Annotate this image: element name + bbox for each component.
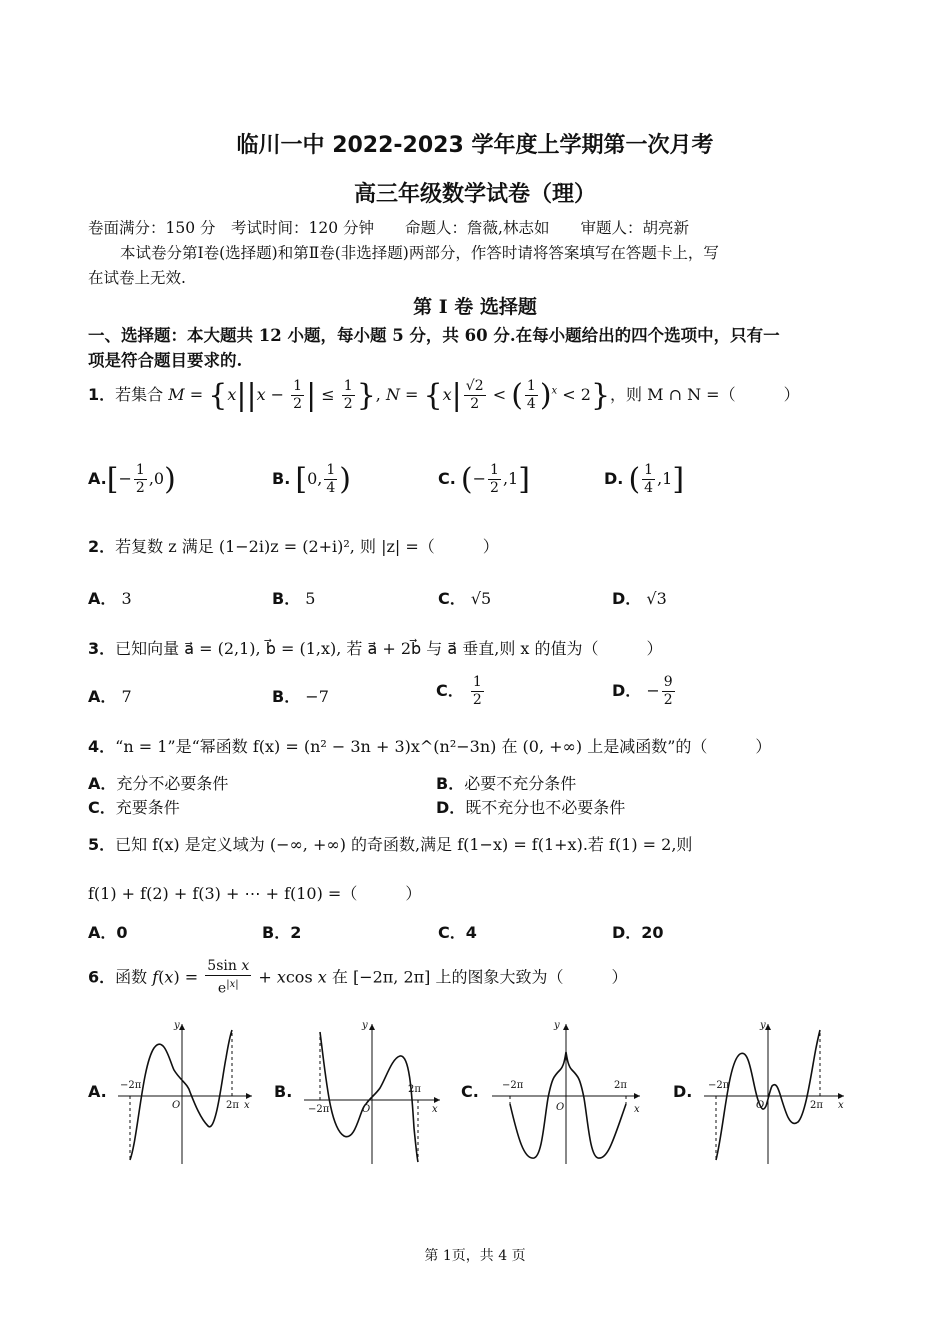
question-1-number: 1．: [88, 385, 116, 404]
q4-option-a: A．充分不必要条件: [88, 774, 229, 793]
question-3: 3．已知向量 a⃗ = (2,1), b⃗ = (1,x), 若 a⃗ + 2b⃗ 与 a⃗ 垂直,则 x 的值为（ ）: [88, 639, 663, 658]
graph-c-x: x: [634, 1104, 640, 1115]
q3-option-b: B． −7: [272, 687, 329, 706]
graph-a-neg: −2π: [120, 1080, 142, 1091]
q6-graph-c: [488, 1018, 650, 1168]
q5-option-b: B．2: [262, 923, 302, 942]
q6-option-d-label: D.: [673, 1082, 693, 1101]
q2-option-a: A． 3: [88, 589, 132, 608]
graph-c-y: y: [554, 1020, 560, 1031]
question-5: 5．已知 f(x) 是定义域为 (−∞, +∞) 的奇函数,满足 f(1−x) = f(1+x).若 f(1) = 2,则: [88, 835, 693, 854]
q1-option-d: D. ( $\frac{1}{4}$ ,1]: [604, 462, 685, 497]
q1-option-b: B. [0, $\frac{1}{4}$ ): [272, 462, 351, 497]
q6-graph-a: [114, 1018, 264, 1168]
graph-b-neg: −2π: [308, 1104, 330, 1115]
graph-a-x: x: [244, 1100, 250, 1111]
graph-d-x: x: [838, 1100, 844, 1111]
graph-c-neg: −2π: [502, 1080, 524, 1091]
question-2: 2．若复数 z 满足 (1−2i)z = (2+i)², 则 |z| =（ ）: [88, 537, 499, 556]
q6-graph-d: [700, 1018, 850, 1168]
question-4: 4．“n = 1”是“幂函数 f(x) = (n² − 3n + 3)x^(n²−3n) 在 (0, +∞) 上是减函数”的（ ）: [88, 737, 772, 756]
exam-meta: 卷面满分：150 分 考试时间：120 分钟 命题人：詹薇,林志如 审题人：胡亮新: [88, 219, 689, 237]
graph-d-pos: 2π: [810, 1100, 823, 1111]
q5-option-d: D．20: [612, 923, 664, 942]
section-instruction-1: 一、选择题：本大题共 12 小题，每小题 5 分，共 60 分.在每小题给出的四个选项中，只有一: [88, 326, 780, 345]
question-1: 1．若集合 M = {x||x − $\frac{1}{2}$ | ≤ $\frac{1}{2}$ }, N = {x| $\frac{√2}{2}$ < ( $\frac{1}{4}$ )$^x$ < 2}，则 M ∩ N =（ ）: [88, 378, 800, 413]
section-title: 第 I 卷 选择题: [413, 296, 537, 318]
q6-option-b-label: B.: [274, 1082, 293, 1101]
graph-d-neg: −2π: [708, 1080, 730, 1091]
q1-option-c: C. (− $\frac{1}{2}$ ,1]: [438, 462, 530, 497]
graph-b-y: y: [362, 1020, 368, 1031]
exam-title-line1: 临川一中 2022-2023 学年度上学期第一次月考: [236, 133, 714, 158]
q5-option-a: A．0: [88, 923, 128, 942]
exam-title-line2: 高三年级数学试卷（理）: [353, 182, 596, 207]
graph-d-y: y: [760, 1020, 766, 1031]
graph-d-o: O: [756, 1100, 765, 1111]
intro-line1: 本试卷分第Ⅰ卷(选择题)和第Ⅱ卷(非选择题)两部分，作答时请将答案填写在答题卡上，写: [120, 244, 719, 262]
q4-option-d: D．既不充分也不必要条件: [436, 798, 626, 817]
graph-b-x: x: [432, 1104, 438, 1115]
graph-a-y: y: [174, 1020, 180, 1031]
q3-option-a: A． 7: [88, 687, 132, 706]
q2-option-d: D． √3: [612, 589, 667, 608]
graph-a-o: O: [172, 1100, 181, 1111]
intro-line2: 在试卷上无效.: [88, 269, 186, 287]
q2-option-c: C． √5: [438, 589, 492, 608]
q3-option-d: D． − $\frac{9}{2}$: [612, 674, 673, 708]
graph-a-pos: 2π: [226, 1100, 239, 1111]
graph-c-o: O: [556, 1102, 565, 1113]
graph-c-pos: 2π: [614, 1080, 627, 1091]
q6-option-a-label: A.: [88, 1082, 107, 1101]
q1-option-a: A.[− $\frac{1}{2}$ ,0): [88, 462, 176, 497]
q6-graph-b: [300, 1018, 450, 1168]
graph-b-pos: 2π: [408, 1084, 421, 1095]
page-footer: 第 1页，共 4 页: [424, 1248, 526, 1264]
question-5-line2: f(1) + f(2) + f(3) + ⋯ + f(10) =（ ）: [88, 884, 422, 903]
q2-option-b: B． 5: [272, 589, 316, 608]
q3-option-c: C． $\frac{1}{2}$: [436, 674, 482, 708]
question-1-stem: 若集合: [115, 385, 164, 404]
q4-option-c: C．充要条件: [88, 798, 180, 817]
question-1-tail: ，则 M ∩ N =（ ）: [610, 385, 800, 404]
q4-option-b: B．必要不充分条件: [436, 774, 577, 793]
graph-b-o: O: [362, 1104, 371, 1115]
q6-option-c-label: C.: [461, 1082, 479, 1101]
q5-option-c: C．4: [438, 923, 477, 942]
question-6: 6．函数 f(x) = $\frac{\text{5sin x}}{e^{|x|}}$ + xcos x 在 [−2π, 2π] 上的图象大致为（ ）: [88, 958, 628, 997]
section-instruction-2: 项是符合题目要求的.: [88, 351, 243, 370]
